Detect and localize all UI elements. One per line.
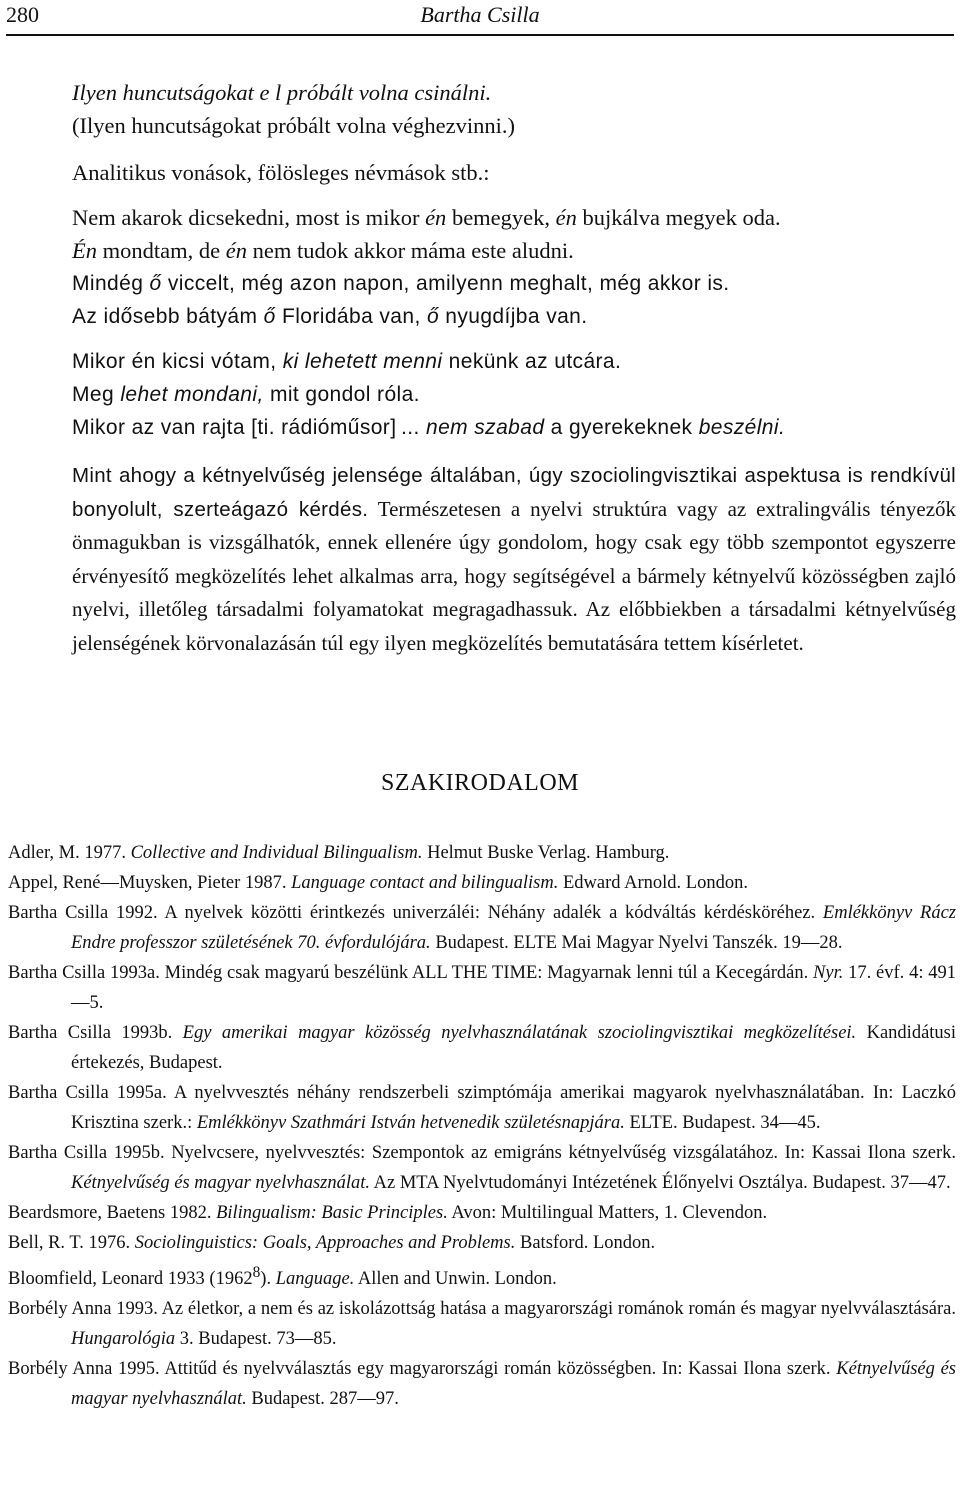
example-text: Floridába van, [282, 305, 421, 328]
example-text: bujkálva megyek oda. [582, 205, 781, 230]
reference-entry [8, 898, 956, 958]
example-text: Ilyen huncutságokat e l próbált volna csinálni. [72, 80, 492, 105]
reference-entry [8, 1078, 956, 1138]
reference-title: Language. [275, 1269, 355, 1290]
emphasis: ő [263, 305, 276, 328]
reference-author: ). [260, 1269, 276, 1290]
emphasis: ki lehetett menni [282, 350, 443, 373]
reference-details: Budapest. 287—97. [246, 1389, 399, 1410]
reference-details: Allen and Unwin. London. [354, 1269, 557, 1290]
example-text: Analitikus vonások, fölösleges névmások stb.: [72, 160, 490, 185]
reference-details: Edward Arnold. London. [558, 873, 748, 893]
reference-details: Batsford. London. [515, 1233, 656, 1253]
reference-author: Appel, René—Muysken, Pieter 1987. [8, 873, 292, 893]
reference-details: Helmut Buske Verlag. Hamburg. [422, 843, 670, 863]
reference-entry [8, 1198, 956, 1228]
references-list [8, 838, 956, 1414]
emphasis: nem szabad [426, 416, 545, 439]
example-text: Mikor az van rajta [ti. rádióműsor] ... [72, 416, 420, 439]
reference-title: Emlékkönyv Szathmári István hetvenedik születésnapjára. [196, 1113, 625, 1133]
reference-author: Bartha Csilla 1995b. Nyelvcsere, nyelvvesztés: Szempontok az emigráns kétnyelvűség vizsgálatához. In: Kassai Ilona szerk. [8, 1143, 956, 1163]
example-line [72, 305, 950, 329]
reference-entry [8, 1258, 956, 1294]
reference-entry [8, 1228, 956, 1258]
example-line [72, 416, 950, 440]
reference-superscript: 8 [252, 1264, 261, 1281]
section-title: SZAKIRODALOM [381, 770, 579, 796]
example-text: mondtam, de [102, 238, 221, 263]
body-paragraph [72, 459, 956, 660]
reference-entry [8, 838, 956, 868]
reference-details: Avon: Multilingual Matters, 1. Clevendon. [447, 1203, 768, 1223]
page-header [6, 0, 954, 30]
emphasis: beszélni. [698, 416, 786, 439]
reference-entry [8, 1354, 956, 1414]
reference-author: Borbély Anna 1993. Az életkor, a nem és az iskolázottság hatása a magyarországi románok román és magyar nyelvválasztására. [8, 1299, 956, 1320]
reference-entry [8, 958, 956, 1018]
reference-title: Bilingualism: Basic Principles. [216, 1203, 448, 1223]
example-line [72, 238, 950, 264]
example-line [72, 205, 950, 231]
reference-author: Bartha Csilla 1995a. A nyelvvesztés néhány rendszerbeli szimptómája amerikai magyarok nyelvhasználatában. In: Laczkó Krisztina szerk.: [8, 1083, 956, 1133]
reference-title: Kétnyelvűség és magyar nyelvhasználat. [71, 1173, 371, 1193]
example-line [72, 272, 950, 296]
example-text: nyugdíjba van. [445, 305, 588, 328]
example-line [72, 113, 950, 139]
emphasis: ő [149, 272, 162, 295]
reference-author: Bell, R. T. 1976. [8, 1233, 135, 1253]
reference-title: Hungarológia [71, 1329, 176, 1350]
example-heading [72, 160, 950, 186]
reference-details: ELTE. Budapest. 34—45. [624, 1113, 821, 1133]
example-text: viccelt, még azon napon, amilyenn meghalt, még akkor is. [167, 272, 730, 295]
reference-entry [8, 1138, 956, 1198]
reference-author: Beardsmore, Baetens 1982. [8, 1203, 217, 1223]
reference-entry [8, 868, 956, 898]
reference-author: Adler, M. 1977. [8, 843, 131, 863]
page-number: 280 [6, 2, 39, 27]
reference-details: 17. évf. 4: 491—5. [71, 963, 957, 1013]
reference-title: Kétnyelvűség és magyar nyelvhasználat. [71, 1359, 956, 1410]
example-text: Az idősebb bátyám [72, 305, 258, 328]
example-text: nem tudok akkor máma este aludni. [252, 238, 574, 263]
emphasis: én [555, 205, 577, 230]
reference-author: Bartha Csilla 1993a. Mindég csak magyarú beszélünk ALL THE TIME: Magyarnak lenni túl a Kecegárdán. [8, 963, 814, 983]
emphasis: ő [426, 305, 440, 328]
reference-title: Sociolinguistics: Goals, Approaches and Problems. [134, 1233, 516, 1253]
emphasis: én [225, 238, 247, 263]
example-text: (Ilyen huncutságokat próbált volna véghezvinni.) [72, 113, 515, 138]
reference-author: Borbély Anna 1995. Attitűd és nyelvválasztás egy magyarországi román közösségben. In: Kassai Ilona szerk. [8, 1359, 837, 1380]
reference-title: Language contact and bilingualism. [291, 873, 559, 893]
example-text: Mikor én kicsi vótam, [72, 350, 277, 373]
reference-title: Collective and Individual Bilingualism. [130, 843, 423, 863]
example-text: a gyerekeknek [550, 416, 693, 439]
emphasis: lehet mondani, [120, 383, 264, 406]
reference-title: Nyr. [813, 963, 844, 983]
reference-details: Kandidátusi értekezés, Budapest. [71, 1023, 957, 1073]
emphasis: én [425, 205, 447, 230]
reference-entry [8, 1018, 956, 1078]
example-text: mit gondol róla. [269, 383, 420, 406]
example-line [72, 350, 950, 374]
paragraph-rest: Természetesen a nyelvi struktúra vagy az extralingvális tényezők önmagukban is vizsgálhatók, ennek ellenére úgy gondolom, hogy csak egy több szempontot egyszerre érvényesítő megközelítés lehet alkalmas arra, hogy segítségével a bármely kétnyelvű közösségben zajló nyelvi, illetőleg társadalmi folyamatokat megragadhassuk. Az előbbiekben a társadalmi kétnyelvűség jelenségének körvonalazásán túl egy ilyen megközelítés bemutatására tettem kísérletet. [72, 496, 957, 655]
example-line [72, 383, 950, 407]
reference-title: Egy amerikai magyar közösség nyelvhasználatának szociolingvisztikai megközelítései. [182, 1023, 857, 1043]
running-title: Bartha Csilla [420, 2, 540, 27]
example-text: Mindég [72, 272, 144, 295]
example-line [72, 80, 950, 106]
example-text: bemegyek, [451, 205, 551, 230]
header-rule [6, 34, 954, 36]
reference-title: Emlékkönyv Rácz Endre professzor születésének 70. évfordulójára. [71, 903, 956, 953]
reference-author: Bartha Csilla 1993b. [8, 1023, 183, 1043]
reference-author: Bloomfield, Leonard 1933 (1962 [8, 1269, 253, 1290]
reference-details: Budapest. ELTE Mai Magyar Nyelvi Tanszék. 19—28. [430, 933, 843, 953]
reference-author: Bartha Csilla 1992. A nyelvek közötti érintkezés univerzáléi: Néhány adalék a kódváltás kérdésköréhez. [8, 903, 823, 923]
example-text: nekünk az utcára. [448, 350, 622, 373]
reference-entry [8, 1294, 956, 1354]
emphasis: Én [72, 238, 97, 263]
reference-details: Az MTA Nyelvtudományi Intézetének Élőnyelvi Osztálya. Budapest. 37—47. [370, 1173, 951, 1193]
paragraph-lead: Mint ahogy a kétnyelvűség jelensége általában, úgy szociolingvisztikai aspektusa is rendkívül bonyolult, szerteágazó kérdés. [72, 464, 956, 521]
example-text: Meg [72, 383, 115, 406]
reference-details: 3. Budapest. 73—85. [175, 1329, 337, 1350]
example-text: Nem akarok dicsekedni, most is mikor [72, 205, 420, 230]
